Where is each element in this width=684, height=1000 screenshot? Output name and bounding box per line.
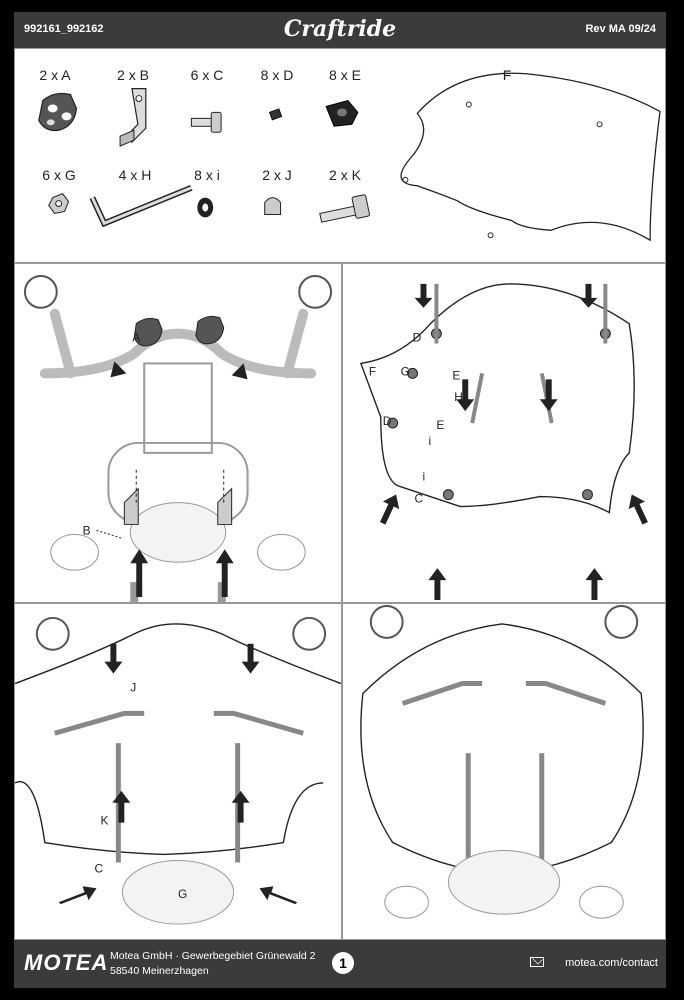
callout-i2: i <box>422 469 426 484</box>
contact-link[interactable]: motea.com/contact <box>565 957 658 969</box>
part-b-drawing <box>120 89 146 146</box>
part-f-drawing <box>401 73 660 240</box>
step1-drawing <box>15 264 341 602</box>
callout-g: G <box>178 887 188 902</box>
callout-a: A <box>132 330 141 345</box>
step2-panel <box>342 263 666 603</box>
footer-bar <box>14 940 666 988</box>
header-bar <box>14 12 666 48</box>
callout-j: J <box>130 680 137 695</box>
callout-c: C <box>94 861 104 876</box>
step3-drawing <box>15 604 341 939</box>
part-label-b: 2 x B <box>117 67 149 83</box>
part-label-a: 2 x A <box>39 67 71 83</box>
callout-d2: D <box>382 414 392 429</box>
step1-panel <box>14 263 342 603</box>
part-label-e: 8 x E <box>329 67 361 83</box>
callout-f: F <box>368 364 377 379</box>
callout-k: K <box>100 813 109 828</box>
part-d-drawing <box>270 109 282 120</box>
part-label-j: 2 x J <box>262 167 292 183</box>
part-label-i: 8 x i <box>194 167 220 183</box>
part-label-f: F <box>502 67 512 83</box>
part-c-drawing <box>191 112 221 132</box>
callout-i1: i <box>428 433 432 448</box>
brand-logo: Craftride <box>283 16 397 42</box>
step3-panel <box>14 603 342 940</box>
part-a-drawing <box>39 93 77 130</box>
callout-e1: E <box>452 368 461 383</box>
part-label-c: 6 x C <box>190 67 224 83</box>
part-h-drawing <box>92 188 191 224</box>
doc-codes: 992161_992162 <box>24 23 104 35</box>
step4-panel <box>342 603 666 940</box>
callout-c: C <box>414 491 424 506</box>
part-label-d: 8 x D <box>260 67 294 83</box>
motea-logo: MOTEA <box>24 950 109 975</box>
callout-e2: E <box>436 418 445 433</box>
part-k-drawing <box>320 194 370 222</box>
part-label-h: 4 x H <box>118 167 152 183</box>
callout-d1: D <box>412 330 422 345</box>
callout-h: H <box>454 390 463 405</box>
page-number: 1 <box>332 952 354 974</box>
parts-drawings <box>15 49 665 262</box>
part-j-drawing <box>265 198 281 215</box>
part-e-drawing <box>326 101 358 127</box>
part-label-k: 2 x K <box>329 167 361 183</box>
part-label-g: 6 x G <box>42 167 76 183</box>
mail-icon <box>530 957 544 967</box>
step2-drawing <box>343 264 665 602</box>
instruction-sheet <box>14 48 666 940</box>
parts-panel <box>14 48 666 263</box>
callout-b: B <box>82 523 91 538</box>
step4-drawing <box>343 604 665 939</box>
part-i-drawing <box>197 198 213 218</box>
part-g-drawing <box>49 194 69 214</box>
revision: Rev MA 09/24 <box>585 23 656 35</box>
company-address <box>110 949 315 979</box>
callout-g: G <box>400 364 410 379</box>
company-line: Motea GmbH · Gewerbegebiet Grünewald 2 <box>110 950 316 962</box>
city-line: 58540 Meinerzhagen <box>110 965 209 977</box>
